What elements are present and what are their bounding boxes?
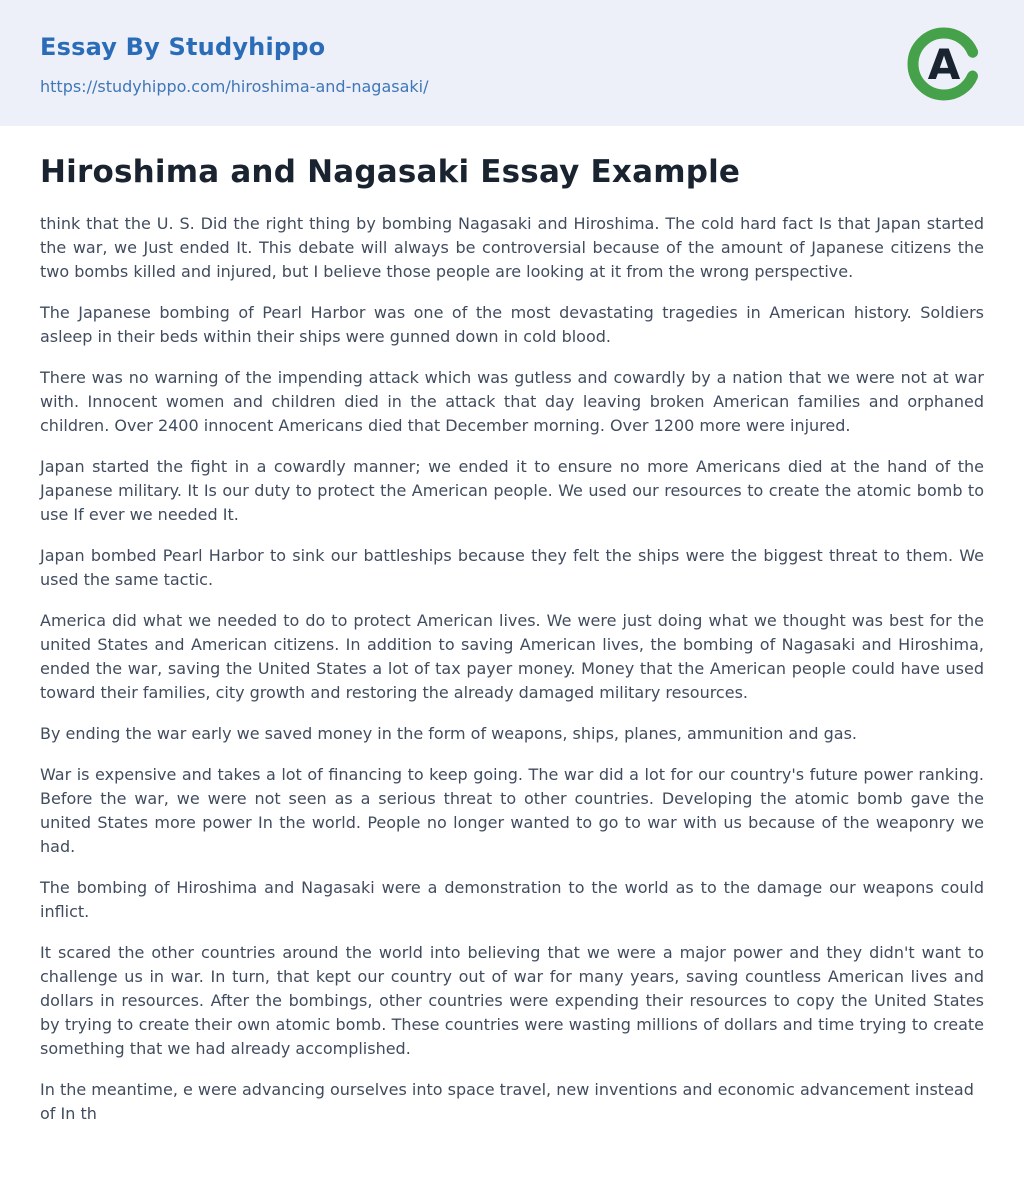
header-text-block: [40, 33, 429, 96]
logo-letter: A: [927, 40, 961, 89]
essay-paragraph: It scared the other countries around the world into believing that we were a major power and they didn't want to challenge us in war. In turn, that kept our country out of war for many years, saving countless American lives and dollars in resources. After the bombings, other countries were expending their resources to copy the United States by trying to create their own atomic bomb. These countries were wasting millions of dollars and time trying to create something that we had already accomplished.: [40, 943, 984, 1058]
essay-paragraph: War is expensive and takes a lot of financing to keep going. The war did a lot for our country's future power ranking. Before the war, we were not seen as a serious threat to other countries. Developing the atomic bomb gave the united States more power In the world. People no longer wanted to go to war with us because of the weaponry we had.: [40, 765, 984, 856]
essay-content: [0, 126, 1024, 1183]
logo-ring-icon: [906, 26, 982, 102]
essay-paragraph: America did what we needed to do to protect American lives. We were just doing what we thought was best for the united States and American citizens. In addition to saving American lives, the bombing of Nagasaki and Hiroshima, ended the war, saving the United States a lot of tax payer money. Money that the American people could have used toward their families, city growth and restoring the already damaged military resources.: [40, 611, 984, 702]
essay-paragraph: The Japanese bombing of Pearl Harbor was one of the most devastating tragedies in American history. Soldiers asleep in their beds within their ships were gunned down in cold blood.: [40, 303, 984, 346]
essay-paragraph: In the meantime, e were advancing ourselves into space travel, new inventions and economic advancement instead of In th: [40, 1080, 974, 1123]
source-url-link[interactable]: https://studyhippo.com/hiroshima-and-nagasaki/: [40, 76, 429, 96]
essay-paragraph: Japan started the fight in a cowardly manner; we ended it to ensure no more Americans died at the hand of the Japanese military. It Is our duty to protect the American people. We used our resources to create the atomic bomb to use If ever we needed It.: [40, 457, 984, 524]
essay-paragraph: There was no warning of the impending attack which was gutless and cowardly by a nation that we were not at war with. Innocent women and children died in the attack that day leaving broken American families and orphaned children. Over 2400 innocent Americans died that December morning. Over 1200 more were injured.: [40, 368, 984, 435]
essay-paragraph: The bombing of Hiroshima and Nagasaki were a demonstration to the world as to the damage our weapons could inflict.: [40, 878, 984, 921]
essay-title: Hiroshima and Nagasaki Essay Example: [40, 154, 741, 190]
essay-paragraph: By ending the war early we saved money in the form of weapons, ships, planes, ammunition and gas.: [40, 724, 857, 743]
page-header: [0, 0, 1024, 126]
essay-paragraph: Japan bombed Pearl Harbor to sink our battleships because they felt the ships were the biggest threat to them. We used the same tactic.: [40, 546, 984, 589]
site-title: Essay By Studyhippo: [40, 32, 326, 61]
essay-paragraph: think that the U. S. Did the right thing by bombing Nagasaki and Hiroshima. The cold hard fact Is that Japan started the war, we Just ended It. This debate will always be controversial because of the amount of Japanese citizens the two bombs killed and injured, but I believe those people are looking at it from the wrong perspective.: [40, 214, 984, 281]
studyhippo-logo: [906, 26, 982, 102]
